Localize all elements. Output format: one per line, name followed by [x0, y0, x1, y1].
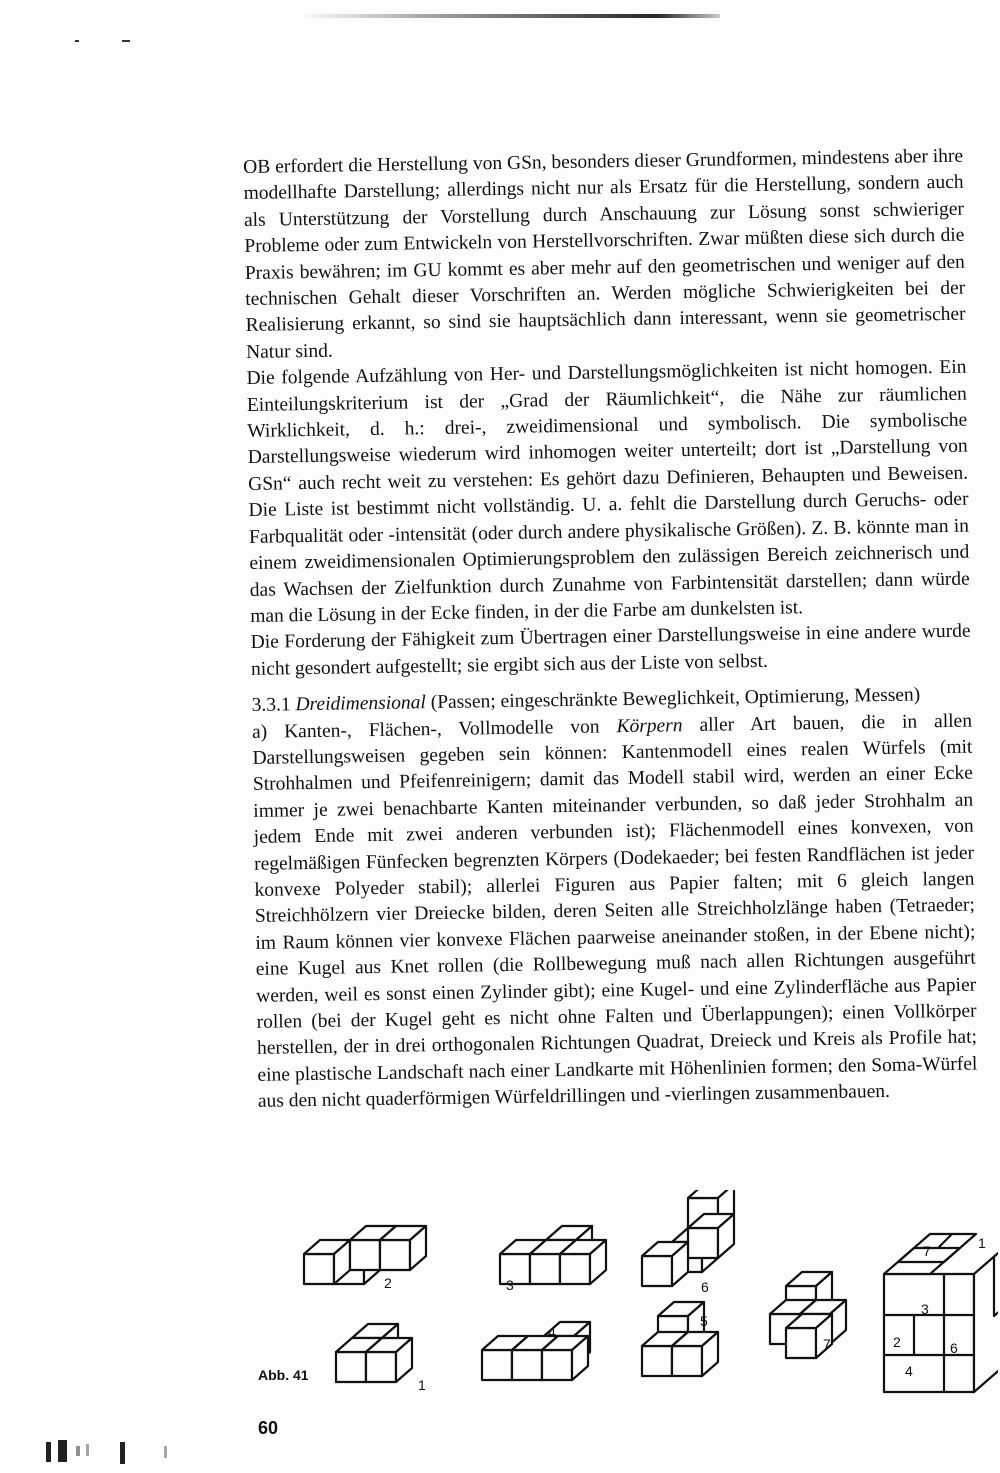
label-1: 1 — [418, 1377, 426, 1393]
scan-margin-marks — [36, 1436, 186, 1466]
scan-speck — [75, 40, 79, 42]
soma-cube-assembled — [884, 1234, 998, 1392]
soma-piece-1 — [336, 1324, 412, 1382]
label-2: 2 — [384, 1275, 392, 1291]
paragraph-list-intro: Die folgende Aufzählung von Her- und Darstellungsmöglichkeiten ist nicht homogen. Ein Einteilungskriterium ist der „Grad der Räumlichkeit“, die Nähe zur räumlichen Wirklichkeit, d. h.: drei-, zweidimensional und symbolisch. Die symbolische Darstellungsweise wiederum wird inhomogen weiter unterteilt; dort ist „Darstellung von GSn“ auch recht weit zu verstehen: Es gehört dazu Definieren, Behaupten und Beweisen. Die Liste ist bestimmt nicht vollständig. U. a. fehlt die Darstellung durch Geruchs- oder Farbqualität oder -intensität (oder durch andere physikalische Größen). Z. B. könnte man in einem zweidimensionalen Optimierungsproblem den zulässigen Bereich zeichnerisch und das Wachsen der Zielfunktion durch Zunahme von Farbintensität darstellen; dann würde man die Lösung in der Ecke finden, in der die Farbe am dunkelsten ist. — [246, 356, 970, 627]
section-subtitle: (Passen; eingeschränkte Beweglichkeit, Optimierung, Messen) — [430, 684, 921, 714]
soma-piece-7 — [770, 1272, 846, 1358]
assembled-label-7: 7 — [923, 1243, 931, 1259]
scan-artifact-top — [300, 14, 720, 18]
label-7: 7 — [823, 1336, 831, 1352]
assembled-label-4: 4 — [905, 1363, 913, 1379]
item-a-prefix: a) Kanten-, Flächen-, Vollmodelle von — [251, 716, 600, 743]
assembled-label-3: 3 — [921, 1301, 929, 1317]
item-a-rest: aller Art bauen, die in allen Darstellungsweisen gegeben sein können: Kantenmodell eines realen Würfels (mit Strohhalmen und Pfeifenreinigern; damit das Modell stabil wird, werden an einer Ecke immer je zwei benachbarte Kanten miteinander verbunden, so daß jeder Strohhalm an jedem Ende mit zwei anderen verbunden ist); Flächenmodell eines konvexen, von regelmäßigen Fünfecken begrenzten Körpers (Dodekaeder; bei festen Randflächen ist jeder konvexe Polyeder stabil); allerlei Figuren aus Papier falten; mit 6 gleich langen Streichhölzern vier Dreiecke bilden, deren Seiten alle Streichholzlänge haben (Tetraeder; im Raum können vier konvexe Flächen paarweise aneinander stoßen, in der Ebene nicht); eine Kugel aus Knet rollen (die Rollbewegung muß nach allen Richtungen ausgeführt werden, weil es sonst einen Zylinder gibt); eine Kugel- und eine Zylinderfläche aus Papier rollen (bei der Kugel geht es nicht ohne Falten und Überlappungen); einen Vollkörper herstellen, der in drei orthogonalen Richtungen Quadrat, Dreieck und Kreis als Profile hat; eine plastische Landschaft nach einer Landkarte mit Höhenlinien formen; den Soma-Würfel aus den nicht quaderförmigen Würfeldrillingen und -vierlingen zusammenbauen. — [252, 710, 978, 1113]
soma-figure — [238, 1190, 998, 1415]
page-number: 60 — [258, 1418, 279, 1438]
label-6: 6 — [701, 1279, 709, 1295]
figure-caption: Abb. 41 — [258, 1367, 309, 1383]
scan-speck — [122, 40, 130, 42]
item-a-emph: Körpern — [616, 714, 683, 737]
soma-piece-6 — [642, 1190, 734, 1286]
paragraph-transfer: Die Forderung der Fähigkeit zum Übertragen einer Darstellungsweise in eine andere wurde nicht gesondert aufgestellt; sie ergibt sich aus der Liste von selbst. — [250, 620, 971, 680]
section-number: 3.3.1 — [251, 694, 291, 717]
label-4: 4 — [548, 1324, 556, 1340]
soma-piece-2 — [304, 1226, 426, 1284]
soma-piece-3 — [500, 1226, 606, 1284]
section-item-a — [252, 708, 978, 1115]
body-text — [243, 144, 978, 1116]
section-title: Dreidimensional — [295, 692, 427, 716]
label-3: 3 — [506, 1277, 514, 1293]
soma-piece-4 — [482, 1322, 590, 1380]
paragraph-intro: OB erfordert die Herstellung von GSn, besonders dieser Grundformen, mindestens aber ihre modellhafte Darstellung; allerdings nicht nur als Ersatz für die Herstellung, sondern auch als Unterstützung der Vorstellung durch Anschauung zur Lösung sonst schwieriger Probleme oder zum Entwickeln von Herstellvorschriften. Zwar müßten diese sich durch die Praxis bewähren; im GU kommt es aber mehr auf den geometrischen und weniger auf den technischen Gehalt dieser Vorschriften an. Werden mögliche Schwierigkeiten bei der Realisierung erkannt, so sind sie hauptsächlich dann interessant, wenn sie geometrischer Natur sind. — [243, 145, 966, 363]
assembled-label-2: 2 — [893, 1334, 901, 1350]
label-5: 5 — [700, 1313, 708, 1329]
assembled-label-1: 1 — [978, 1235, 986, 1251]
assembled-label-6: 6 — [950, 1340, 958, 1356]
